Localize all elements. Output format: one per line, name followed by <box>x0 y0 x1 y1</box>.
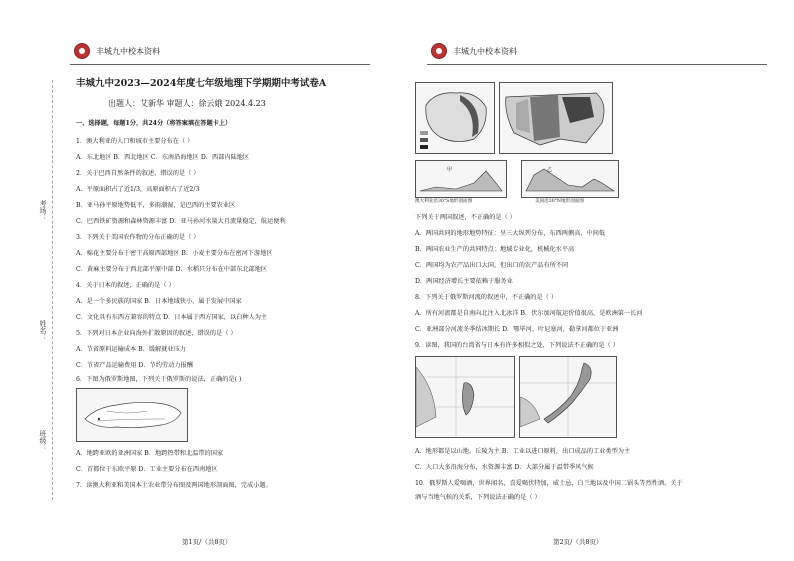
question-line: 3．下列关于美国农作物的分布正确的是（ ） <box>76 234 200 241</box>
question-line: C．两国均为农产品出口大国，但出口的农产品有所不同 <box>415 262 569 269</box>
question-line: 2．关于巴西自然条件的叙述，错误的是（ ） <box>76 170 200 177</box>
question-line: 6．下图为俄罗斯地图，下列关于俄罗斯的说法，正确的是( ) <box>76 376 242 383</box>
question-line: C．亚洲部分河流冬季结冰期长 D．鄂毕河、叶尼塞河，勒拿河都位于亚洲 <box>415 326 619 333</box>
question-line: C．文化具有东西方兼容的特点 D．日本属于西方国家，以白种人为主 <box>76 314 268 321</box>
left-header <box>74 40 354 62</box>
profile-label-jia: 甲 <box>447 167 453 173</box>
exam-title: 丰城九中2023—2024年度七年级地理下学期期中考试卷A <box>76 78 327 89</box>
question-line: 4．关于日本的叙述，正确的是（ ） <box>76 282 175 289</box>
side-label-room: 考场： <box>39 200 47 221</box>
right-header <box>431 40 517 62</box>
question-line: A．平原面积占了近1/3，高原面积占了近2/3 <box>76 186 200 193</box>
question-line: B．亚马孙平原地势低平，多雨潮湿，是巴西的主要农业区 <box>76 202 236 209</box>
section-heading: 一、选择题，每题1分，共24分（将答案填在答题卡上） <box>76 120 232 127</box>
question-line: A．两国共同的地形地势特征：呈三大纵列分布，东西两侧高，中间低 <box>415 230 606 237</box>
question-line: 7．读澳大利亚和美国本土农业带分布图及两国地形剖面图，完成小题。 <box>76 482 272 489</box>
question-line: A．棉花主要分布于密干高原西部地区 B．小麦主要分布在密河下游地区 <box>76 250 273 257</box>
usa-profile-caption: 美国沿30°N地形剖面图 <box>535 199 584 204</box>
question-line: A．是一个多民族的国家 B．日本地域狭小，属于发展中国家 <box>76 298 242 305</box>
right-page <box>397 0 794 561</box>
question-line: C．首都位于东欧平原 D．工业主要分布在西南地区 <box>76 466 218 473</box>
question-line: 8．下列关于俄罗斯河流的叙述中，不正确的是（ ） <box>415 294 558 301</box>
question-line: 1．澳大利亚的人口和城市主要分布在（ ） <box>76 138 194 145</box>
question-line: A．地跨亚欧的亚洲国家 B．地跨热带和北温带的国家 <box>76 450 224 457</box>
question-line: 下列关于两国叙述，不正确的是（ ） <box>415 214 516 221</box>
question-line: D．两国经济增长主要依赖于服务业 <box>415 278 513 285</box>
side-label-class: 班级： <box>39 430 47 451</box>
australia-profile <box>415 160 507 198</box>
profile-label-yi: 乙 <box>547 167 553 173</box>
header-rule <box>427 64 767 65</box>
question-line: 10．俄罗斯人爱喝酒，世界闻名，喜爱喝伏特加，威士忌，白兰地以及中国二锅头等烈性酒。关于 <box>415 480 683 487</box>
question-line: 酒与当地气候的关系，下列说法正确的是（ ） <box>415 494 541 501</box>
question-line: C．黄麻主要分布于西北部平原中部 D．水稻只分布在中部东北部地区 <box>76 266 268 273</box>
side-label-name: 姓名： <box>39 320 47 341</box>
question-line: A．东北地区 B．西北地区 C．东南沿海地区 D．西部内陆地区 <box>76 154 250 161</box>
usa-agri-map <box>499 82 613 154</box>
page-footer: 第1页/（共8页） <box>182 538 232 546</box>
school-name: 丰城九中校本资料 <box>96 46 160 56</box>
exam-setters: 出题人：艾新华 审题人：徐云娥 2024.4.23 <box>108 99 266 108</box>
question-line: A．所有河流都是自南向北注入北冰洋 B．伏尔加河航运价值很高，是欧洲第一长河 <box>415 310 643 317</box>
school-seal-icon <box>74 43 90 59</box>
question-line: C．人口大多沿海分布，水资源丰富 D．大部分属于温带季风气候 <box>415 464 594 471</box>
binding-line <box>52 80 53 500</box>
school-name: 丰城九中校本资料 <box>453 46 517 56</box>
japan-map <box>519 356 617 438</box>
australia-profile-caption: 澳大利亚沿30°S地形剖面图 <box>415 199 473 204</box>
question-line: A．地形都是以山地、丘陵为主 B．工业以进口原料，出口成品的工业类型为主 <box>415 448 631 455</box>
australia-agri-map <box>415 82 495 154</box>
school-seal-icon <box>431 43 447 59</box>
question-line: C．节省产品运输费用 D．节约劳动力报酬 <box>76 362 193 369</box>
question-line: 5．下列对日本企业向海外扩散原因的叙述，错误的是（ ） <box>76 330 237 337</box>
question-line: B．两国农业生产的共同特点：地域专业化，机械化水平高 <box>415 246 575 253</box>
russia-map-figure <box>76 388 188 442</box>
taiwan-map <box>415 356 515 438</box>
page-footer: 第2页/（共8页） <box>553 538 603 546</box>
header-rule <box>70 64 370 65</box>
usa-profile <box>521 160 619 198</box>
question-line: C．巴西铁矿资源和森林资源丰富 D．亚马孙河水量大且流量稳定，航运便利 <box>76 218 286 225</box>
question-line: A．节省原料运输成本 B．缓解就业压力 <box>76 346 186 353</box>
question-line: 9．读图，我国的台湾省与日本有许多相似之处，下列说法不正确的是（ ） <box>415 342 619 349</box>
